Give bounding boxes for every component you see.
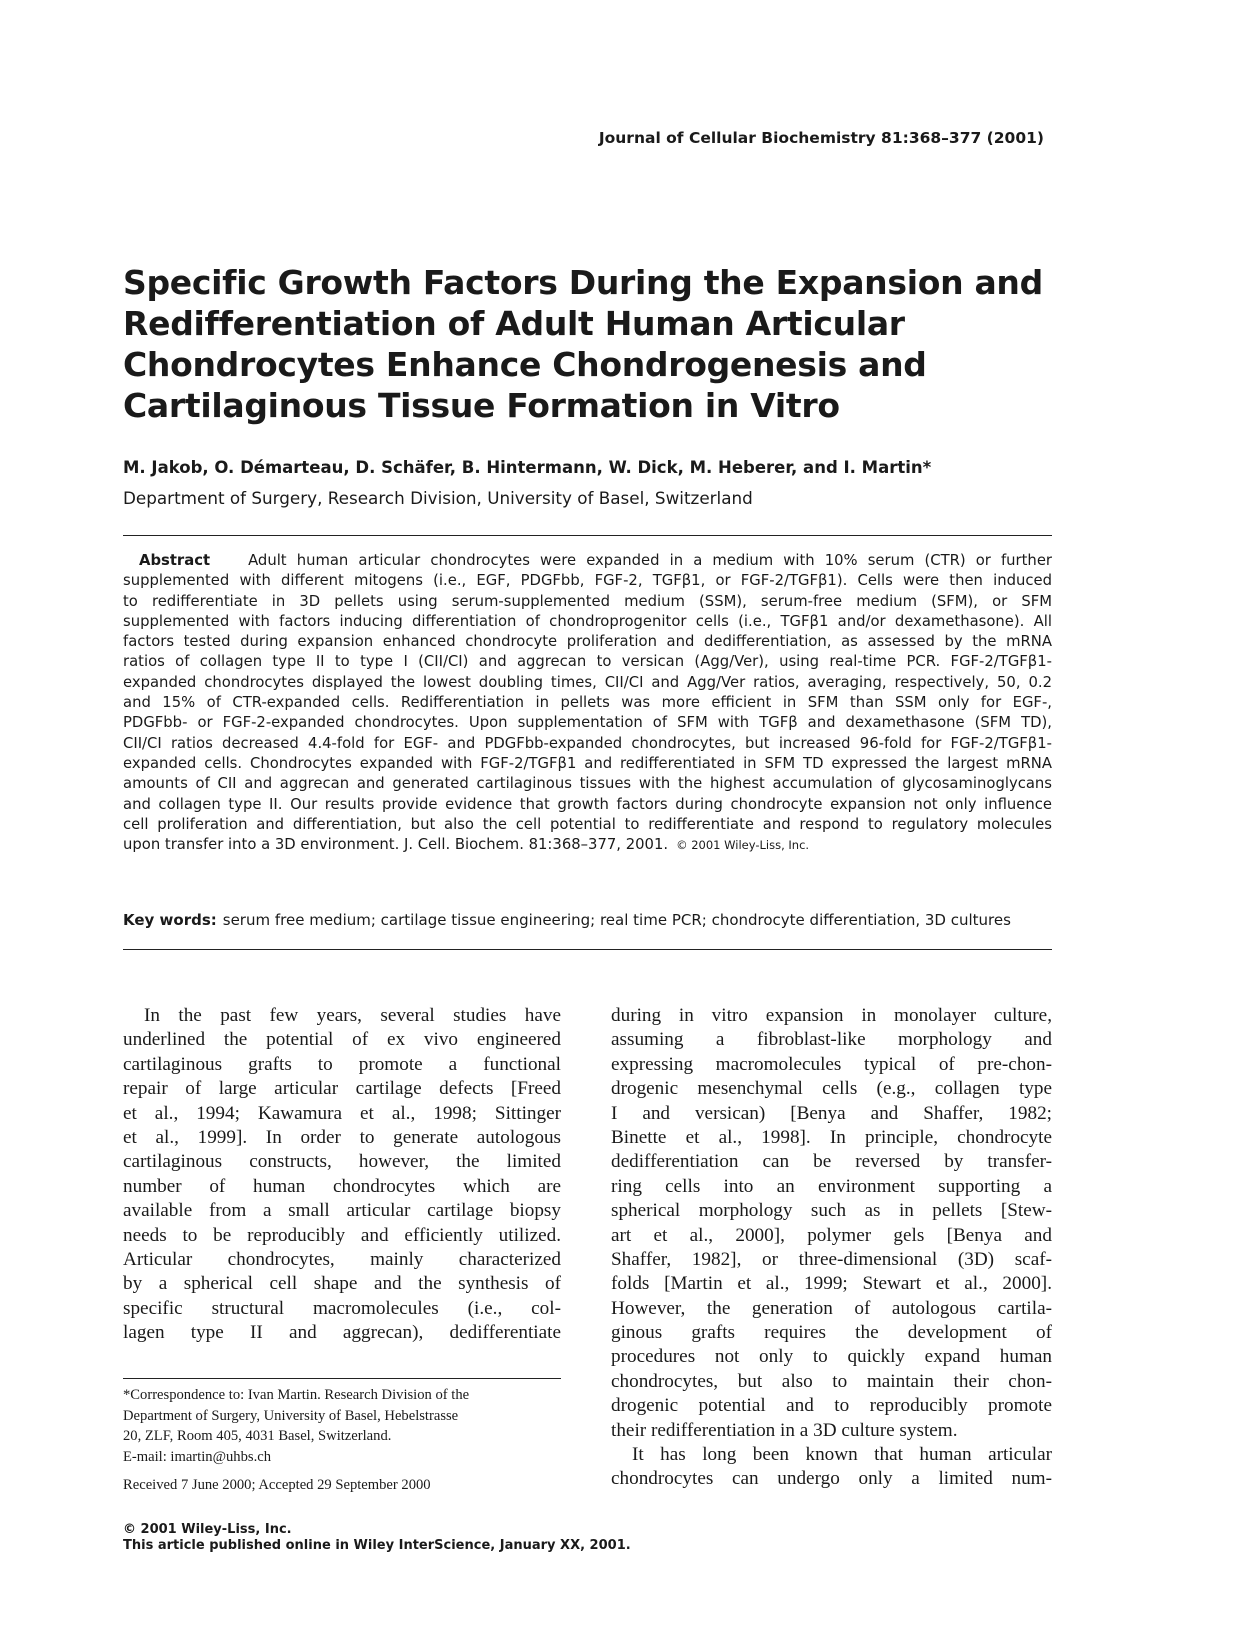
body-line: during in vitro expansion in monolayer culture, xyxy=(611,1005,1052,1026)
abstract-line: supplemented with factors inducing differentiation of chondroprogenitor cells (i.e., TGFβ1 and/or dexamethasone). All xyxy=(123,612,1052,630)
keywords xyxy=(123,911,1011,929)
abstract-line: and collagen type II. Our results provide evidence that growth factors during chondrocyte expansion not only influence xyxy=(123,795,1052,813)
body-line: specific structural macromolecules (i.e., col- xyxy=(123,1297,561,1319)
body-line: drogenic potential and to reproducibly promote xyxy=(611,1395,1052,1417)
body-line: underlined the potential of ex vivo engineered xyxy=(123,1029,561,1051)
online-publication-note: This article published online in Wiley InterScience, January XX, 2001. xyxy=(123,1538,631,1553)
body-line: Articular chondrocytes, mainly characterized xyxy=(123,1248,561,1270)
copyright: © 2001 Wiley-Liss, Inc. xyxy=(123,1522,292,1537)
body-line: It has long been known that human articular xyxy=(632,1444,1052,1466)
abstract-line: and 15% of CTR-expanded cells. Redifferentiation in pellets was more efficient in SFM than SSM only for EGF-, xyxy=(123,694,1052,712)
footnote xyxy=(123,1385,563,1496)
body-line: by a spherical cell shape and the synthesis of xyxy=(123,1273,561,1295)
body-line: their redifferentiation in a 3D culture system. xyxy=(611,1419,958,1441)
affiliation: Department of Surgery, Research Division, University of Basel, Switzerland xyxy=(123,488,753,508)
abstract-copyright: © 2001 Wiley-Liss, Inc. xyxy=(676,838,810,853)
body-line: dedifferentiation can be reversed by transfer- xyxy=(611,1151,1052,1173)
body-line: et al., 1999]. In order to generate autologous xyxy=(123,1126,561,1148)
body-line: cartilaginous grafts to promote a functional xyxy=(123,1053,561,1075)
abstract-line: to redifferentiate in 3D pellets using serum-supplemented medium (SSM), serum-free medium (SFM), or SFM xyxy=(123,592,1052,610)
body-line: In the past few years, several studies have xyxy=(144,1005,561,1026)
body-line: ginous grafts requires the development of xyxy=(611,1322,1052,1344)
divider xyxy=(123,949,1052,950)
footnote-divider xyxy=(123,1378,561,1379)
abstract-line: PDGFbb- or FGF-2-expanded chondrocytes. Upon supplementation of SFM with TGFβ and dexamethasone (SFM TD), xyxy=(123,714,1052,732)
abstract-line: cell proliferation and differentiation, but also the cell potential to redifferentiate and respond to regulatory molecules xyxy=(123,815,1052,833)
author-list: M. Jakob, O. Démarteau, D. Schäfer, B. Hintermann, W. Dick, M. Heberer, and I. Martin* xyxy=(123,458,932,477)
body-line: Binette et al., 1998]. In principle, chondrocyte xyxy=(611,1126,1052,1148)
body-line: chondrocytes can undergo only a limited num- xyxy=(611,1468,1052,1490)
abstract-line: expanded chondrocytes displayed the lowest doubling times, CII/CI and Agg/Ver ratios, averaging, respectively, 50, 0.2 xyxy=(123,673,1052,691)
body-line: I and versican) [Benya and Shaffer, 1982; xyxy=(611,1102,1052,1124)
title-line: Chondrocytes Enhance Chondrogenesis and xyxy=(123,345,927,384)
body-line: available from a small articular cartilage biopsy xyxy=(123,1200,561,1222)
body-line: lagen type II and aggrecan), dedifferentiate xyxy=(123,1322,561,1344)
body-line: assuming a fibroblast-like morphology and xyxy=(611,1029,1052,1051)
body-line: folds [Martin et al., 1999; Stewart et al., 2000]. xyxy=(611,1273,1052,1295)
body-column-left xyxy=(123,1004,561,1345)
abstract-line: Abstract Adult human articular chondrocytes were expanded in a medium with 10% serum (CTR) or further xyxy=(139,552,1052,569)
abstract-line: upon transfer into a 3D environment. J. Cell. Biochem. 81:368–377, 2001. © 2001 Wiley-Liss, Inc. xyxy=(123,836,810,854)
body-line: procedures not only to quickly expand human xyxy=(611,1346,1052,1368)
title-line: Cartilaginous Tissue Formation in Vitro xyxy=(123,386,840,425)
body-line: et al., 1994; Kawamura et al., 1998; Sittinger xyxy=(123,1102,561,1124)
correspondence-line: Department of Surgery, University of Basel, Hebelstrasse xyxy=(123,1407,459,1424)
journal-citation: Journal of Cellular Biochemistry 81:368–377 (2001) xyxy=(598,129,1044,147)
abstract xyxy=(123,551,1052,855)
abstract-line: amounts of CII and aggrecan and generated cartilaginous tissues with the highest accumulation of glycosaminoglycans xyxy=(123,775,1052,793)
abstract-heading: Abstract xyxy=(139,552,211,569)
body-line: expressing macromolecules typical of pre-chon- xyxy=(611,1053,1052,1075)
abstract-line: supplemented with different mitogens (i.e., EGF, PDGFbb, FGF-2, TGFβ1, or FGF-2/TGFβ1). Cells were then induced xyxy=(123,572,1052,590)
divider xyxy=(123,535,1052,536)
body-line: number of human chondrocytes which are xyxy=(123,1175,561,1197)
abstract-line: ratios of collagen type II to type I (CII/CI) and aggrecan to versican (Agg/Ver), using real-time PCR. FGF-2/TGFβ1- xyxy=(123,653,1052,671)
body-column-right xyxy=(611,1004,1052,1492)
body-line: cartilaginous constructs, however, the limited xyxy=(123,1151,561,1173)
abstract-line: CII/CI ratios decreased 4.4-fold for EGF- and PDGFbb-expanded chondrocytes, but increased 96-fold for FGF-2/TGFβ1- xyxy=(123,734,1052,752)
body-line: art et al., 2000], polymer gels [Benya and xyxy=(611,1224,1052,1246)
keywords-text: serum free medium; cartilage tissue engineering; real time PCR; chondrocyte differentiation, 3D cultures xyxy=(222,911,1011,929)
title-line: Redifferentiation of Adult Human Articular xyxy=(123,304,905,343)
article-title xyxy=(123,262,1123,426)
received-dates: Received 7 June 2000; Accepted 29 September 2000 xyxy=(123,1477,431,1493)
correspondence-line: *Correspondence to: Ivan Martin. Research Division of the xyxy=(123,1387,470,1403)
body-line: chondrocytes, but also to maintain their chon- xyxy=(611,1370,1052,1392)
correspondence-line: 20, ZLF, Room 405, 4031 Basel, Switzerland. xyxy=(123,1428,392,1444)
abstract-line: factors tested during expansion enhanced chondrocyte proliferation and dedifferentiation, as assessed by the mRNA xyxy=(123,633,1052,651)
body-line: repair of large articular cartilage defects [Freed xyxy=(123,1078,561,1100)
body-line: ring cells into an environment supporting a xyxy=(611,1175,1052,1197)
keywords-label: Key words: xyxy=(123,911,217,929)
body-line: drogenic mesenchymal cells (e.g., collagen type xyxy=(611,1078,1052,1100)
body-line: needs to be reproducibly and efficiently utilized. xyxy=(123,1224,561,1246)
correspondence-email: E-mail: imartin@uhbs.ch xyxy=(123,1448,271,1465)
body-line: However, the generation of autologous cartila- xyxy=(611,1297,1052,1319)
title-line: Specific Growth Factors During the Expansion and xyxy=(123,263,1043,302)
body-line: spherical morphology such as in pellets [Stew- xyxy=(611,1200,1052,1222)
body-line: Shaffer, 1982], or three-dimensional (3D) scaf- xyxy=(611,1248,1052,1270)
abstract-line: expanded cells. Chondrocytes expanded with FGF-2/TGFβ1 and redifferentiated in SFM TD expressed the largest mRNA xyxy=(123,754,1052,772)
